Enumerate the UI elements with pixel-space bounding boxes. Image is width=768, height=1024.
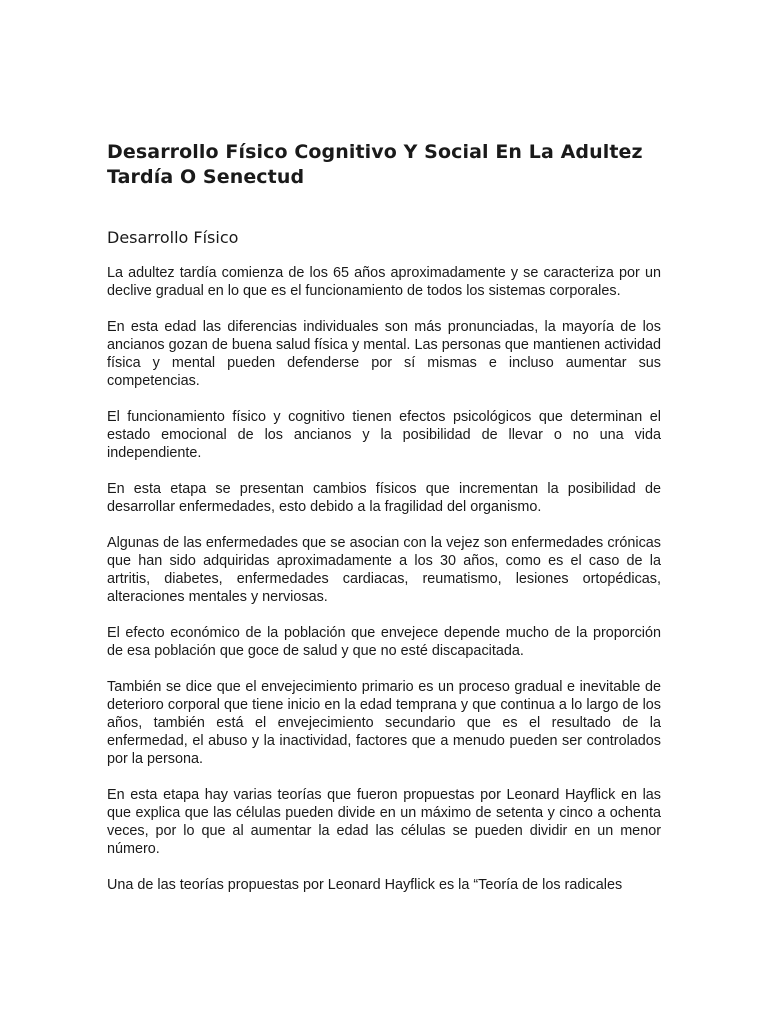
paragraph: El funcionamiento físico y cognitivo tienen efectos psicológicos que determinan el estado emocional de los ancianos y la posibilidad de llevar o no una vida independiente. — [107, 409, 661, 461]
document-content — [107, 140, 661, 912]
paragraph: El efecto económico de la población que envejece depende mucho de la proporción de esa población que goce de salud y que no esté discapacitada. — [107, 625, 661, 659]
paragraph: Algunas de las enfermedades que se asocian con la vejez son enfermedades crónicas que han sido adquiridas aproximadamente a los 30 años, como es el caso de la artritis, diabetes, enfermedades cardiacas, reumatismo, lesiones ortopédicas, alteraciones mentales y nerviosas. — [107, 535, 661, 605]
section-heading: Desarrollo Físico — [107, 228, 239, 247]
paragraph: También se dice que el envejecimiento primario es un proceso gradual e inevitable de deterioro corporal que tiene inicio en la edad temprana y que continua a lo largo de los años, también está el envejecimiento secundario que es el resultado de la enfermedad, el abuso y la inactividad, factores que a menudo pueden ser controlados por la persona. — [107, 679, 661, 767]
paragraph: En esta edad las diferencias individuales son más pronunciadas, la mayoría de los ancianos gozan de buena salud física y mental. Las personas que mantienen actividad física y mental pueden defenderse por sí mismas e incluso aumentar sus competencias. — [107, 319, 661, 389]
paragraph: En esta etapa se presentan cambios físicos que incrementan la posibilidad de desarrollar enfermedades, esto debido a la fragilidad del organismo. — [107, 481, 661, 515]
paragraph: En esta etapa hay varias teorías que fueron propuestas por Leonard Hayflick en las que explica que las células pueden divide en un máximo de setenta y cinco a ochenta veces, por lo que al aumentar la edad las células se pueden dividir en un menor número. — [107, 787, 661, 857]
document-title: Desarrollo Físico Cognitivo Y Social En La Adultez Tardía O Senectud — [107, 141, 643, 188]
paragraph: La adultez tardía comienza de los 65 años aproximadamente y se caracteriza por un declive gradual en lo que es el funcionamiento de todos los sistemas corporales. — [107, 265, 661, 299]
paragraph: Una de las teorías propuestas por Leonard Hayflick es la “Teoría de los radicales — [107, 877, 623, 893]
